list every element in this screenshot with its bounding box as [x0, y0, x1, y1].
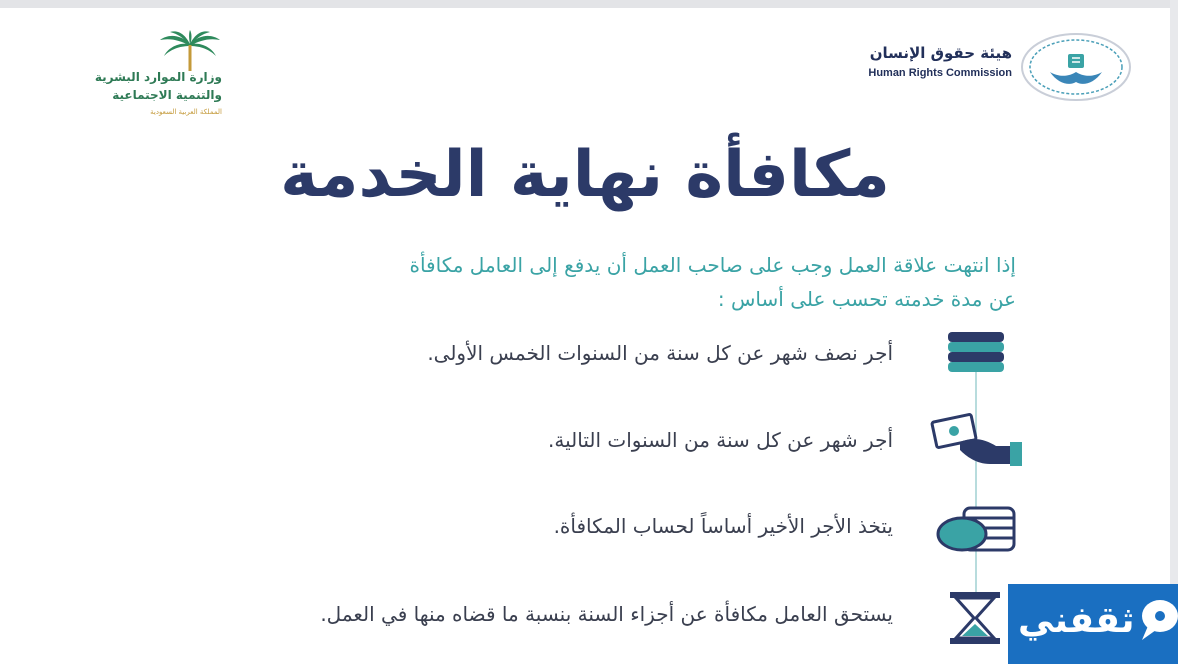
speech-bubble-icon [1136, 596, 1178, 648]
item-1-text: أجر نصف شهر عن كل سنة من السنوات الخمس الأولى. [427, 341, 893, 365]
intro-line-2: عن مدة خدمته تحسب على أساس : [717, 287, 1016, 311]
ministry-name-line2: والتنمية الاجتماعية [112, 88, 222, 102]
ministry-name-line1: وزارة الموارد البشرية [94, 70, 222, 84]
icon-connector-line [975, 370, 977, 600]
item-3-text: يتخذ الأجر الأخير أساساً لحساب المكافأة. [553, 514, 893, 538]
page-title: مكافأة نهاية الخدمة [280, 138, 890, 212]
watermark-badge [1008, 584, 1178, 664]
hand-holding-cash-icon [930, 412, 1026, 468]
top-frame-bar [0, 0, 1178, 8]
coins-stack-icon [934, 504, 1018, 554]
intro-line-1: إذا انتهت علاقة العمل وجب على صاحب العمل أن يدفع إلى العامل مكافأة [409, 253, 1016, 277]
commission-emblem-icon [1020, 32, 1132, 102]
ministry-logo [28, 30, 228, 120]
commission-name-ar: هيئة حقوق الإنسان [869, 44, 1012, 62]
watermark-label: ثقفني [1018, 600, 1135, 641]
item-4-text: يستحق العامل مكافأة عن أجزاء السنة بنسبة ما قضاه منها في العمل. [320, 602, 893, 626]
commission-name-en: Human Rights Commission [868, 67, 1012, 79]
item-2-text: أجر شهر عن كل سنة من السنوات التالية. [548, 428, 893, 452]
palm-icon [158, 30, 222, 74]
right-frame-bar [1170, 0, 1178, 664]
hourglass-icon [946, 590, 1004, 646]
ministry-country-line: المملكة العربية السعودية [150, 108, 222, 116]
intro-paragraph [136, 248, 1016, 316]
stacked-database-icon [944, 330, 1008, 376]
